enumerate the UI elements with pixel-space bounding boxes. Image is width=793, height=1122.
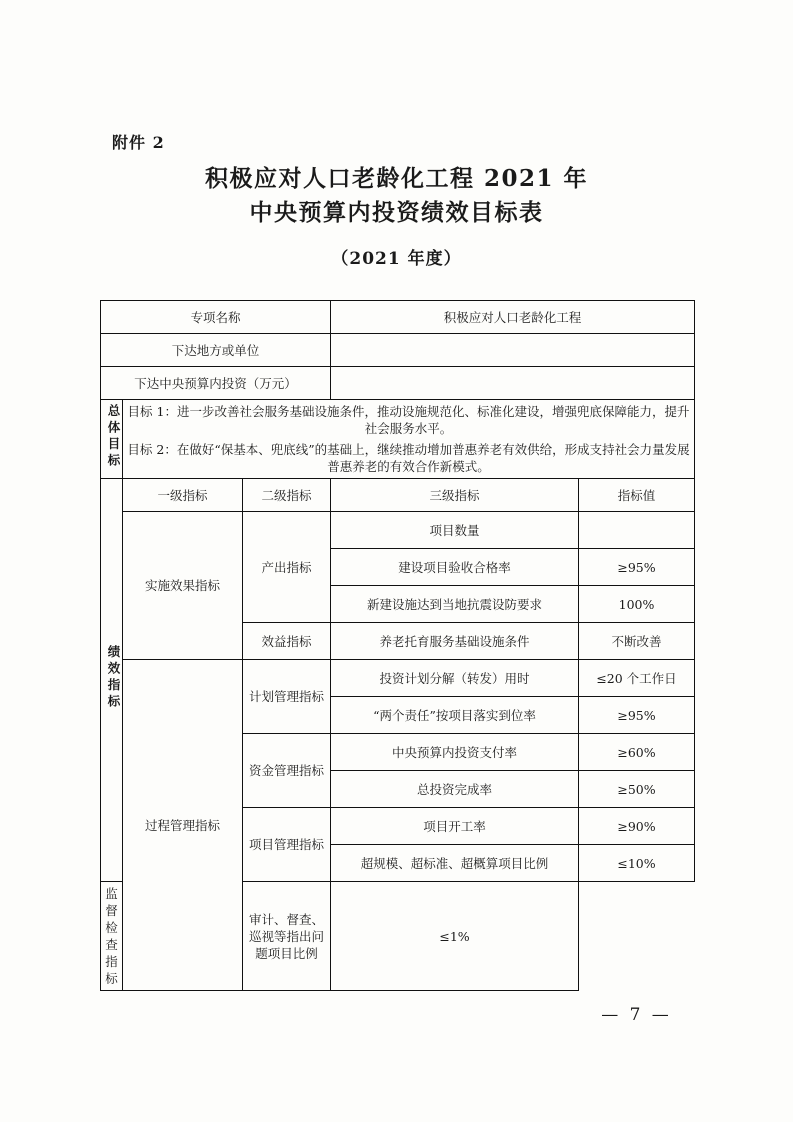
document-title-line-2: 中央预算内投资绩效目标表 xyxy=(249,199,544,226)
overall-goal-content xyxy=(123,400,695,479)
level3-indicator: 养老托育服务基础设施条件 xyxy=(331,623,579,660)
table-row xyxy=(101,479,695,512)
level2-project-management: 项目管理指标 xyxy=(243,808,331,882)
level3-indicator: 投资计划分解（转发）用时 xyxy=(331,660,579,697)
table-row xyxy=(101,334,695,367)
table-row xyxy=(101,367,695,400)
level3-indicator: 超规模、超标准、超概算项目比例 xyxy=(331,845,579,882)
attachment-label: 附件 2 xyxy=(112,133,165,152)
table-row xyxy=(101,512,695,549)
indicator-value: ≤1% xyxy=(331,882,579,991)
performance-goal-table xyxy=(100,300,695,991)
level1-implementation-effect: 实施效果指标 xyxy=(123,512,243,660)
indicator-value: ≥95% xyxy=(579,549,695,586)
table-row xyxy=(101,400,695,479)
title-block xyxy=(0,162,793,269)
level2-fund-management: 资金管理指标 xyxy=(243,734,331,808)
level3-indicator: 项目数量 xyxy=(331,512,579,549)
level2-plan-management: 计划管理指标 xyxy=(243,660,331,734)
info-label-0: 专项名称 xyxy=(101,301,331,334)
level3-indicator: 审计、督查、巡视等指出问题项目比例 xyxy=(243,882,331,991)
info-label-1: 下达地方或单位 xyxy=(101,334,331,367)
level2-output: 产出指标 xyxy=(243,512,331,623)
indicator-value xyxy=(579,512,695,549)
indicator-value: 100% xyxy=(579,586,695,623)
info-label-2: 下达中央预算内投资（万元） xyxy=(101,367,331,400)
column-header-level1: 一级指标 xyxy=(123,479,243,512)
indicator-value: ≥95% xyxy=(579,697,695,734)
column-header-value: 指标值 xyxy=(579,479,695,512)
page-number: — 7 — xyxy=(601,1005,672,1025)
indicator-value: ≤20 个工作日 xyxy=(579,660,695,697)
document-subtitle: （2021 年度） xyxy=(331,249,462,269)
level1-process-management: 过程管理指标 xyxy=(123,660,243,991)
info-value-1 xyxy=(331,334,695,367)
level2-benefit: 效益指标 xyxy=(243,623,331,660)
indicator-value: ≥50% xyxy=(579,771,695,808)
level3-indicator: 项目开工率 xyxy=(331,808,579,845)
performance-side-label: 绩效指标 xyxy=(101,479,123,882)
indicator-value: ≥90% xyxy=(579,808,695,845)
indicator-value: ≤10% xyxy=(579,845,695,882)
level2-supervision-inspection: 监督检查指标 xyxy=(101,882,123,991)
info-value-0: 积极应对人口老龄化工程 xyxy=(331,301,695,334)
indicator-value: ≥60% xyxy=(579,734,695,771)
level3-indicator: 建设项目验收合格率 xyxy=(331,549,579,586)
column-header-level2: 二级指标 xyxy=(243,479,331,512)
overall-goal-side-label: 总体目标 xyxy=(101,400,123,479)
column-header-level3: 三级指标 xyxy=(331,479,579,512)
info-value-2 xyxy=(331,367,695,400)
level3-indicator: 新建设施达到当地抗震设防要求 xyxy=(331,586,579,623)
table-row xyxy=(101,301,695,334)
overall-goal-2: 目标 2：在做好“保基本、兜底线”的基础上，继续推动增加普惠养老有效供给，形成支持社会力量发展普惠养老的有效合作新模式。 xyxy=(127,442,690,474)
document-title-line-1: 积极应对人口老龄化工程 2021 年 xyxy=(204,165,589,192)
overall-goal-1: 目标 1：进一步改善社会服务基础设施条件，推动设施规范化、标准化建设，增强兜底保障能力，提升社会服务水平。 xyxy=(127,404,690,436)
level3-indicator: “两个责任”按项目落实到位率 xyxy=(331,697,579,734)
indicator-value: 不断改善 xyxy=(579,623,695,660)
table-row xyxy=(101,660,695,697)
level3-indicator: 中央预算内投资支付率 xyxy=(331,734,579,771)
level3-indicator: 总投资完成率 xyxy=(331,771,579,808)
